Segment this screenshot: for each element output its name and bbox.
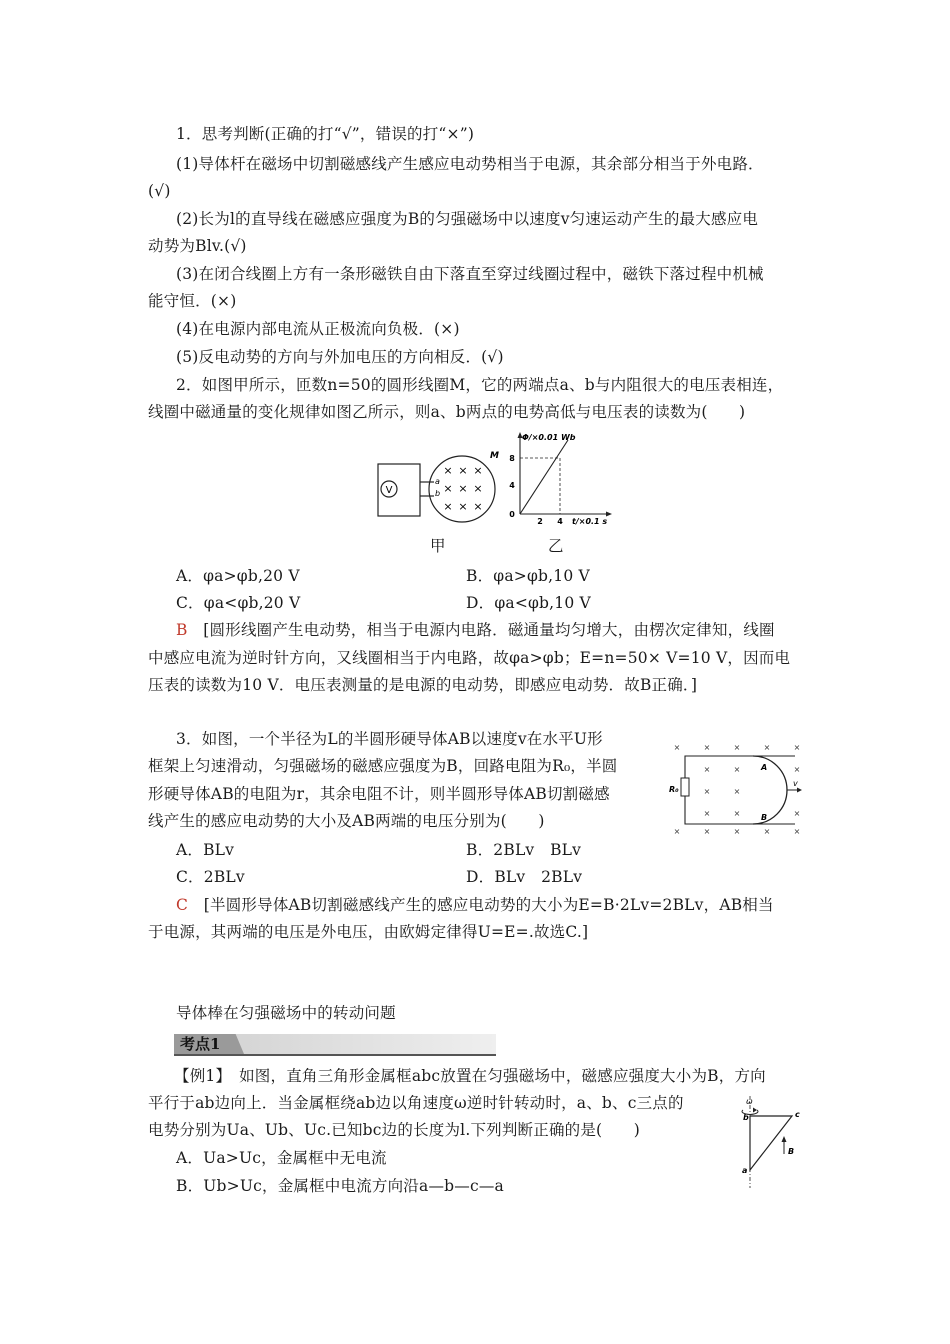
y-tick: 0 (509, 510, 515, 519)
q2-option-d: D．φa<φb,10 V (466, 594, 591, 612)
figure-yi-caption: 乙 (548, 537, 564, 555)
q2-answer: B (176, 621, 188, 639)
svg-text:×: × (733, 787, 741, 796)
triangle-frame (750, 1116, 795, 1170)
figure-jia-caption: 甲 (430, 537, 446, 555)
point-b-label: b (743, 1113, 749, 1122)
svg-text:×: × (703, 827, 711, 836)
q3-stem: 线产生的感应电动势的大小及AB两端的电压分别为( ) (148, 812, 545, 830)
q3-option-a: A．BLv (176, 841, 235, 859)
q3-stem: 3．如图，一个半径为L的半圆形硬导体AB以速度v在水平U形 (176, 730, 603, 748)
q3-explanation: C [半圆形导体AB切割磁感线产生的感应电动势的大小为E=B·2Lv=2BLv，AB相当 (176, 896, 774, 914)
point-c-label: c (795, 1110, 800, 1119)
x-tick: 2 (537, 517, 543, 526)
svg-text:×: × (458, 464, 468, 477)
svg-text:×: × (733, 765, 741, 774)
svg-text:×: × (793, 743, 801, 752)
svg-text:×: × (703, 809, 711, 818)
point-a-label: a (435, 477, 440, 486)
svg-text:×: × (443, 482, 453, 495)
y-tick: 8 (509, 454, 515, 463)
svg-text:×: × (703, 787, 711, 796)
svg-text:×: × (473, 464, 483, 477)
q2-option-b: B．φa>φb,10 V (466, 567, 590, 585)
example1-stem: 电势分别为Ua、Ub、Uc.已知bc边的长度为l.下列判断正确的是( ) (148, 1121, 640, 1139)
section-tag: 考点1 (180, 1035, 221, 1053)
figure-triangle (732, 1092, 812, 1192)
flux-line (520, 440, 568, 514)
q3-stem: 形硬导体AB的电阻为r，其余电阻不计，则半圆形导体AB切割磁感 (148, 785, 610, 803)
q2-explanation: B [圆形线圈产生电动势，相当于电源内电路．磁通量均匀增大，由楞次定律知，线圈 (176, 621, 775, 639)
x-tick: 4 (557, 517, 563, 526)
svg-text:×: × (793, 765, 801, 774)
figure-yi (500, 428, 620, 528)
voltmeter-label: V (385, 485, 393, 496)
section-title: 导体棒在匀强磁场中的转动问题 (176, 1004, 396, 1022)
svg-text:×: × (443, 464, 453, 477)
q1-item: (2)长为l的直导线在磁感应强度为B的匀强磁场中以速度v匀速运动产生的最大感应电 (176, 210, 759, 228)
point-b-label: b (435, 489, 441, 498)
y-axis-label: Φ/×0.01 Wb (522, 433, 576, 442)
svg-text:×: × (703, 765, 711, 774)
example1-option-b: B．Ub>Uc，金属框中电流方向沿a—b—c—a (176, 1177, 504, 1195)
svg-text:×: × (458, 500, 468, 513)
example1-stem: 【例1】 如图，直角三角形金属框abc放置在匀强磁场中，磁感应强度大小为B，方向 (174, 1067, 766, 1085)
x-axis-label: t/×0.1 s (572, 517, 608, 526)
q3-option-d: D．BLv 2BLv (466, 868, 583, 886)
svg-text:×: × (703, 743, 711, 752)
svg-text:×: × (458, 482, 468, 495)
q1-item: (5)反电动势的方向与外加电压的方向相反．(√) (176, 348, 504, 366)
example1-option-a: A．Ua>Uc，金属框中无电流 (176, 1149, 387, 1167)
svg-text:×: × (673, 827, 681, 836)
section-divider (174, 1054, 496, 1056)
point-A-label: A (761, 763, 768, 772)
figure-jia (372, 444, 502, 530)
q2-explanation: 压表的读数为10 V．电压表测量的是电源的电动势，即感应电动势．故B正确．] (148, 676, 698, 694)
q2-option-a: A．φa>φb,20 V (176, 567, 300, 585)
svg-text:×: × (763, 827, 771, 836)
svg-text:×: × (443, 500, 453, 513)
svg-text:×: × (473, 482, 483, 495)
q1-item: (3)在闭合线圈上方有一条形磁铁自由下落直至穿过线圈过程中，磁铁下落过程中机械 (176, 265, 764, 283)
q2-stem: 线圈中磁通量的变化规律如图乙所示，则a、b两点的电势高低与电压表的读数为( ) (148, 403, 746, 421)
r0-label: R₀ (669, 785, 679, 794)
y-tick: 4 (509, 481, 515, 490)
svg-text:×: × (763, 743, 771, 752)
q1-title: 1．思考判断(正确的打“√”，错误的打“×”) (176, 125, 475, 143)
coil-label: M (490, 451, 499, 461)
b-field-label: B (788, 1147, 795, 1156)
q3-stem: 框架上匀速滑动，匀强磁场的磁感应强度为B，回路电阻为R₀，半圆 (148, 757, 618, 775)
semicircle-conductor (753, 756, 787, 824)
q3-explanation: 于电源，其两端的电压是外电压，由欧姆定律得U=E=.故选C.] (148, 923, 589, 941)
resistor-icon (681, 778, 689, 796)
svg-text:×: × (793, 827, 801, 836)
q3-option-b: B．2BLv BLv (466, 841, 582, 859)
svg-text:×: × (473, 500, 483, 513)
velocity-label: v (793, 779, 798, 788)
omega-label: ω (746, 1097, 753, 1106)
svg-text:×: × (673, 743, 681, 752)
q3-option-c: C．2BLv (176, 868, 245, 886)
q1-item: 能守恒．(×) (148, 292, 237, 310)
svg-text:×: × (733, 809, 741, 818)
q3-answer: C (176, 896, 189, 914)
q2-stem: 2．如图甲所示，匝数n=50的圆形线圈M，它的两端点a、b与内阻很大的电压表相连， (176, 376, 784, 394)
q1-item: (4)在电源内部电流从正极流向负极．(×) (176, 320, 460, 338)
point-a-label: a (742, 1166, 748, 1175)
q2-explanation: 中感应电流为逆时针方向，又线圈相当于内电路，故φa>φb；E=n=50× V=10 V，因而电 (148, 649, 791, 667)
q1-item: (1)导体杆在磁场中切割磁感线产生感应电动势相当于电源，其余部分相当于外电路． (176, 155, 764, 173)
q2-option-c: C．φa<φb,20 V (176, 594, 301, 612)
q1-item: 动势为Blv.(√) (148, 237, 247, 255)
svg-text:×: × (793, 809, 801, 818)
figure-q3 (665, 738, 805, 838)
svg-text:×: × (733, 827, 741, 836)
q1-item: (√) (148, 182, 171, 200)
svg-text:×: × (733, 743, 741, 752)
point-B-label: B (761, 813, 768, 822)
example1-stem: 平行于ab边向上．当金属框绕ab边以角速度ω逆时针转动时，a、b、c三点的 (148, 1094, 684, 1112)
